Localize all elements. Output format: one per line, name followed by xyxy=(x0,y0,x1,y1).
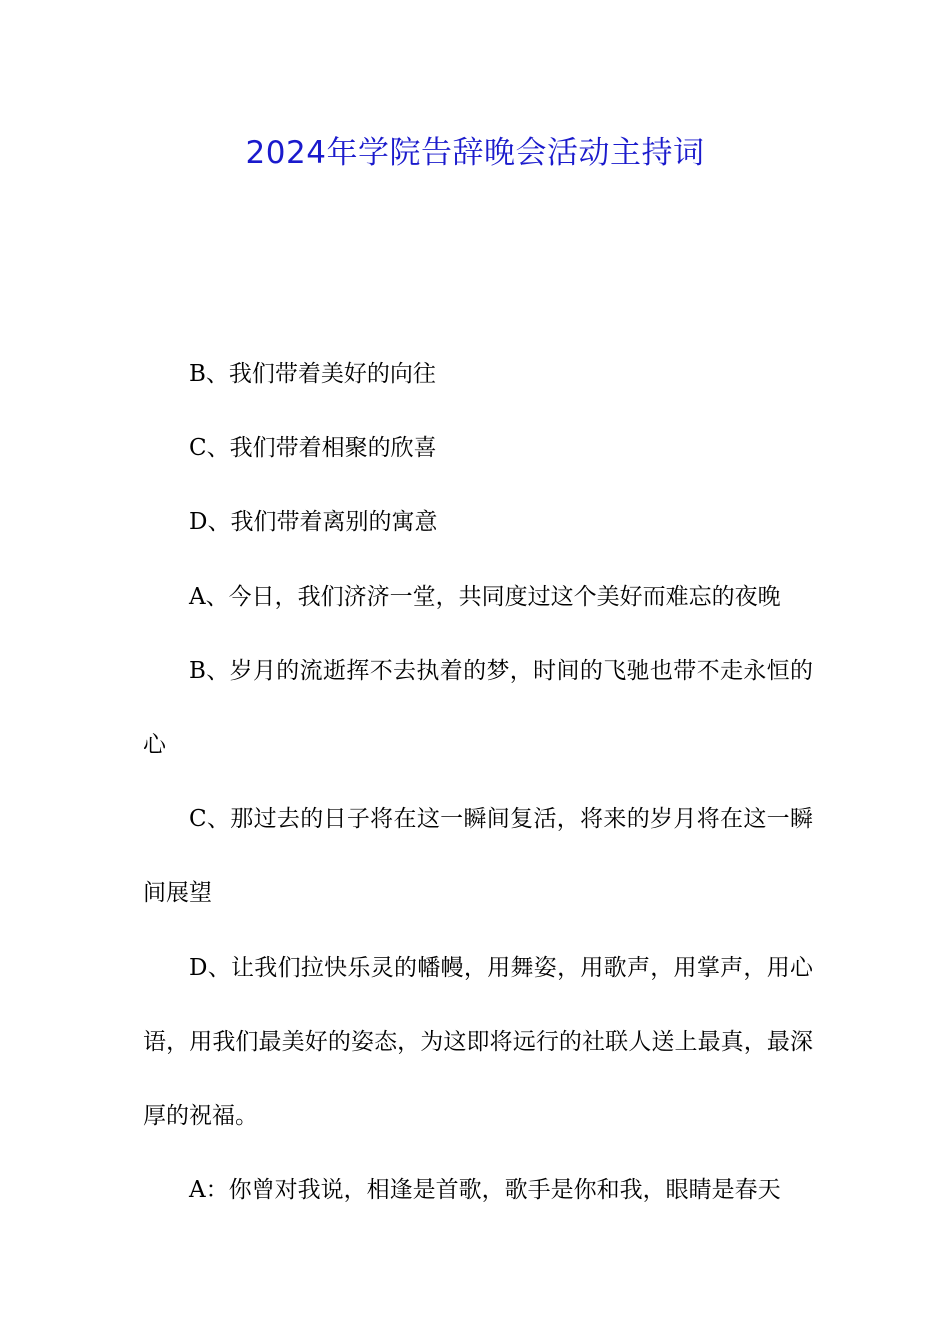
paragraph: C、那过去的日子将在这一瞬间复活，将来的岁月将在这一瞬间展望 xyxy=(143,806,813,907)
paragraph: A：你曾对我说，相逢是首歌，歌手是你和我，眼睛是春天 xyxy=(189,1177,781,1204)
paragraph: B、我们带着美好的向往 xyxy=(189,361,436,387)
paragraph: D、我们带着离别的寓意 xyxy=(189,509,438,536)
document-body xyxy=(143,337,813,1227)
paragraph: A、今日，我们济济一堂，共同度过这个美好而难忘的夜晚 xyxy=(189,583,781,610)
paragraph: C、我们带着相聚的欣喜 xyxy=(189,435,437,462)
paragraph: D、让我们拉快乐灵的幡幔，用舞姿，用歌声，用掌声，用心语，用我们最美好的姿态，为这即将远行的社联人送上最真，最深厚的祝福。 xyxy=(143,954,813,1130)
document-title: 2024年学院告辞晚会活动主持词 xyxy=(245,135,705,171)
paragraph: B、岁月的流逝挥不去执着的梦，时间的飞驰也带不走永恒的心 xyxy=(143,657,813,759)
